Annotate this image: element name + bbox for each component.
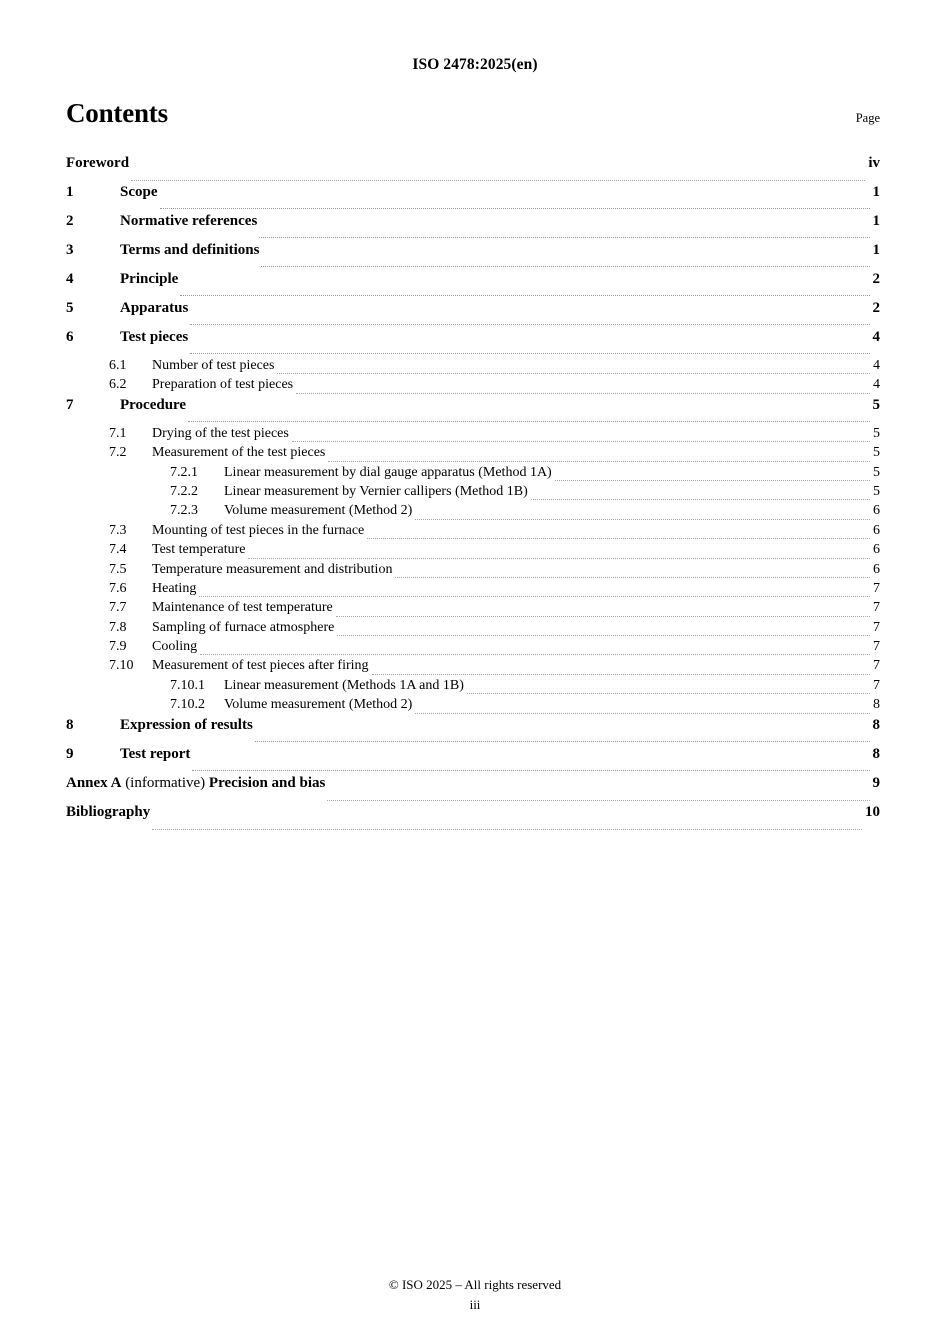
toc-entry-page-number: 10: [865, 803, 880, 820]
running-header-title: ISO 2478:2025(en): [412, 56, 538, 73]
toc-entry-page-number: 5: [873, 464, 880, 480]
toc-entry[interactable]: [66, 484, 880, 503]
toc-entry-number: 8: [66, 716, 74, 733]
toc-entry-label: Scope: [120, 184, 158, 200]
toc-entry-label: Apparatus: [120, 300, 189, 316]
toc-entry[interactable]: [66, 717, 880, 746]
toc-entry[interactable]: [66, 397, 880, 426]
toc-entry[interactable]: [66, 523, 880, 542]
annex-prefix: Annex A: [66, 774, 122, 791]
toc-entry[interactable]: [66, 639, 880, 658]
toc-leader-dots: [415, 519, 870, 520]
toc-entry-label: Terms and definitions: [120, 242, 260, 258]
toc-entry-page-number: 4: [873, 377, 880, 393]
toc-entry-label: Number of test pieces: [152, 358, 275, 373]
toc-entry-page-number: 5: [873, 445, 880, 461]
toc-entry-label: Volume measurement (Method 2): [224, 503, 413, 519]
toc-entry-label: Normative references: [120, 213, 258, 229]
toc-entry-number: 7.2: [109, 445, 127, 461]
toc-entry-label: Drying of the test pieces: [152, 425, 289, 441]
toc-leader-dots: [131, 180, 865, 181]
toc-entry-label: Cooling: [152, 639, 198, 655]
toc-entry-label: Linear measurement by dial gauge apparatus (Method 1A): [224, 464, 552, 480]
toc-entry-number: 7.10.1: [170, 677, 205, 693]
toc-entry-number: 7.5: [109, 561, 127, 577]
toc-leader-dots: [292, 441, 870, 442]
toc-leader-dots: [190, 353, 869, 354]
toc-leader-dots: [337, 635, 870, 636]
toc-entry-label: Principle: [120, 271, 179, 287]
toc-entry-page-number: 5: [873, 425, 880, 441]
toc-entry-label: Mounting of test pieces in the furnace: [152, 522, 365, 538]
toc-entry-page-number: 7: [873, 677, 880, 693]
toc-entry-number: 4: [66, 271, 74, 287]
toc-entry-page-number: 6: [873, 503, 880, 519]
toc-entry-label: Measurement of the test pieces: [152, 445, 326, 461]
toc-entry-label: Linear measurement (Methods 1A and 1B): [224, 677, 464, 693]
annex-title: Precision and bias: [208, 774, 326, 791]
toc-entry-page-number: iv: [868, 155, 880, 171]
table-of-contents: [66, 155, 880, 833]
toc-entry-number: 7.10: [109, 658, 134, 674]
toc-entry-number: 2: [66, 213, 74, 229]
toc-entry[interactable]: [66, 329, 880, 358]
toc-entry[interactable]: [66, 213, 880, 242]
toc-entry-page-number: 7: [873, 639, 880, 655]
toc-entry[interactable]: [66, 426, 880, 445]
toc-leader-dots: [467, 693, 870, 694]
toc-entry-label: Sampling of furnace atmosphere: [152, 619, 335, 635]
toc-entry-number: 7: [66, 396, 74, 413]
page-footer: [0, 1275, 950, 1315]
toc-entry-page-number: 8: [872, 716, 880, 733]
toc-entry[interactable]: [66, 377, 880, 396]
toc-leader-dots: [180, 295, 869, 296]
toc-entry-label: Volume measurement (Method 2): [224, 697, 413, 713]
toc-leader-dots: [152, 829, 862, 830]
toc-entry[interactable]: [66, 678, 880, 697]
toc-entry[interactable]: [66, 542, 880, 561]
toc-entry-number: 1: [66, 184, 74, 200]
toc-entry-page-number: 1: [872, 242, 880, 258]
toc-entry-number: 9: [66, 745, 74, 762]
toc-entry[interactable]: [66, 581, 880, 600]
toc-leader-dots: [188, 421, 869, 422]
toc-entry-page-number: 7: [873, 619, 880, 635]
toc-entry[interactable]: [66, 242, 880, 271]
toc-entry[interactable]: [66, 300, 880, 329]
toc-entry-number: 6.2: [109, 377, 127, 393]
toc-leader-dots: [531, 499, 870, 500]
toc-entry-page-number: 5: [872, 396, 880, 413]
toc-entry-number: 7.8: [109, 619, 127, 635]
toc-entry[interactable]: [66, 562, 880, 581]
toc-entry-label: Measurement of test pieces after firing: [152, 658, 369, 674]
toc-entry[interactable]: [66, 620, 880, 639]
toc-leader-dots: [261, 266, 869, 267]
page-title: Contents: [66, 98, 168, 128]
toc-entry-number: 6: [66, 329, 74, 345]
toc-entry-label: Procedure: [120, 396, 187, 413]
toc-entry-page-number: 4: [873, 358, 880, 373]
toc-entry-label: Test report: [120, 745, 191, 762]
toc-entry-page-number: 8: [872, 745, 880, 762]
toc-entry-label: Bibliography: [66, 803, 151, 820]
toc-entry[interactable]: [66, 804, 880, 833]
toc-entry-label: Preparation of test pieces: [152, 377, 294, 393]
toc-leader-dots: [277, 373, 870, 374]
toc-entry-page-number: 1: [872, 213, 880, 229]
toc-entry-page-number: 9: [872, 774, 880, 791]
toc-entry-number: 7.2.2: [170, 483, 198, 499]
toc-entry-page-number: 2: [872, 300, 880, 316]
annex-qualifier: (informative): [121, 774, 209, 791]
toc-leader-dots: [336, 616, 870, 617]
toc-entry-page-number: 8: [873, 697, 880, 713]
toc-entry-page-number: 4: [872, 329, 880, 345]
toc-entry[interactable]: [66, 775, 880, 804]
toc-entry-number: 7.9: [109, 639, 127, 655]
toc-leader-dots: [192, 770, 869, 771]
toc-entry-number: 7.7: [109, 600, 127, 616]
toc-entry[interactable]: [66, 271, 880, 300]
toc-leader-dots: [367, 538, 870, 539]
toc-entry-number: 7.2.1: [170, 464, 198, 480]
toc-entry[interactable]: [66, 503, 880, 522]
contents-heading-row: [66, 100, 880, 127]
toc-entry[interactable]: [66, 445, 880, 464]
toc-entry-number: 7.6: [109, 580, 127, 596]
toc-entry[interactable]: [66, 184, 880, 213]
toc-entry-page-number: 7: [873, 658, 880, 674]
toc-entry-page-number: 7: [873, 580, 880, 596]
toc-leader-dots: [328, 461, 870, 462]
toc-leader-dots: [248, 558, 870, 559]
toc-entry-label: Maintenance of test temperature: [152, 600, 333, 616]
footer-page-number: iii: [469, 1297, 481, 1312]
toc-entry-label: Test pieces: [120, 329, 189, 345]
toc-leader-dots: [296, 393, 870, 394]
toc-entry[interactable]: [66, 746, 880, 775]
toc-entry-number: 7.2.3: [170, 503, 198, 519]
toc-entry-label: Heating: [152, 580, 197, 596]
toc-leader-dots: [190, 324, 869, 325]
toc-leader-dots: [555, 480, 870, 481]
toc-entry-number: 7.10.2: [170, 697, 205, 713]
toc-entry-page-number: 1: [872, 184, 880, 200]
toc-entry-number: 3: [66, 242, 74, 258]
toc-entry[interactable]: [66, 658, 880, 677]
toc-entry[interactable]: [66, 155, 880, 184]
toc-leader-dots: [415, 713, 870, 714]
toc-leader-dots: [160, 208, 870, 209]
toc-entry-number: 7.3: [109, 522, 127, 538]
toc-leader-dots: [372, 674, 870, 675]
toc-entry-label: [66, 775, 327, 792]
toc-entry[interactable]: [66, 697, 880, 716]
toc-entry-page-number: 6: [873, 542, 880, 558]
toc-leader-dots: [327, 800, 869, 801]
toc-entry-label: Foreword: [66, 155, 130, 171]
toc-entry-page-number: 7: [873, 600, 880, 616]
toc-entry[interactable]: [66, 358, 880, 377]
page-column-label: Page: [855, 110, 880, 125]
toc-leader-dots: [255, 741, 870, 742]
toc-entry-page-number: 6: [873, 522, 880, 538]
toc-entry-page-number: 5: [873, 483, 880, 499]
toc-entry-label: Linear measurement by Vernier callipers (Method 1B): [224, 483, 528, 499]
toc-entry[interactable]: [66, 600, 880, 619]
toc-entry-page-number: 2: [872, 271, 880, 287]
toc-leader-dots: [199, 596, 870, 597]
toc-entry-page-number: 6: [873, 561, 880, 577]
toc-entry-label: Temperature measurement and distribution: [152, 561, 393, 577]
toc-entry-label: Expression of results: [120, 716, 253, 733]
toc-leader-dots: [259, 237, 869, 238]
toc-entry[interactable]: [66, 465, 880, 484]
toc-leader-dots: [200, 654, 870, 655]
toc-entry-label: Test temperature: [152, 542, 246, 558]
toc-entry-number: 6.1: [109, 358, 127, 373]
toc-entry-number: 5: [66, 300, 74, 316]
toc-entry-number: 7.1: [109, 425, 127, 441]
copyright-notice: © ISO 2025 – All rights reserved: [388, 1277, 562, 1292]
toc-leader-dots: [395, 577, 870, 578]
toc-entry-number: 7.4: [109, 542, 127, 558]
